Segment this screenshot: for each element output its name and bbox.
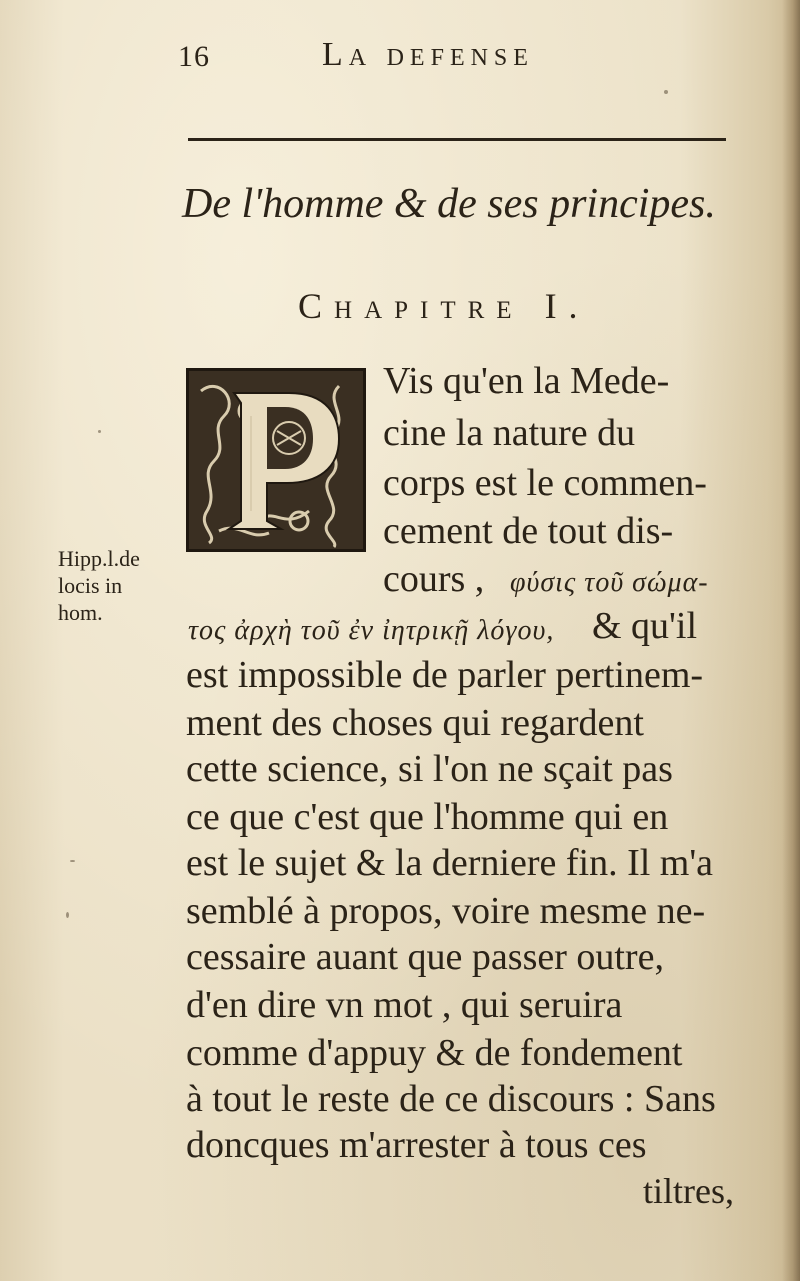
page-number: 16 — [178, 40, 210, 73]
body-line: corps est le commen- — [383, 462, 707, 504]
body-line: comme d'appuy & de fondement — [186, 1032, 683, 1074]
body-line: à tout le reste de ce discours : Sans — [186, 1078, 716, 1120]
body-line: cine la nature du — [383, 412, 636, 454]
chapter-heading: Chapitre I. — [298, 286, 590, 326]
running-head: La defense — [322, 36, 534, 73]
paper-speck — [98, 430, 101, 433]
ornamental-initial-p-icon — [186, 368, 366, 552]
body-line: cessaire auant que passer outre, — [186, 936, 664, 978]
paper-speck — [664, 90, 668, 94]
margin-note-line: Hipp.l.de — [58, 546, 140, 571]
margin-note-line: hom. — [58, 600, 103, 625]
paper-speck — [66, 912, 69, 918]
body-line: semblé à propos, voire mesme ne- — [186, 890, 706, 932]
body-line: d'en dire vn mot , qui seruira — [186, 984, 623, 1026]
body-line: ce que c'est que l'homme qui en — [186, 796, 669, 838]
margin-note — [58, 545, 183, 626]
paper-speck — [70, 860, 75, 862]
body-line: & qu'il — [592, 605, 698, 647]
body-line: cement de tout dis- — [383, 510, 674, 552]
body-line: est le sujet & la derniere fin. Il m'a — [186, 842, 714, 884]
page-edge-shadow — [782, 0, 800, 1281]
body-line: cours , — [383, 558, 485, 600]
margin-note-line: locis in — [58, 573, 123, 598]
header-rule — [188, 138, 726, 141]
section-title: De l'homme & de ses principes. — [182, 181, 716, 227]
body-line: cette science, si l'on ne sçait pas — [186, 748, 673, 790]
greek-quotation-line: φύσις τοῦ σώμα- — [510, 567, 709, 598]
body-line: Vis qu'en la Mede- — [383, 360, 670, 402]
greek-quotation-line: τος ἀρχὴ τοῦ ἐν ἰητρικῇ λόγου, — [188, 615, 555, 646]
catchword: tiltres, — [643, 1171, 734, 1211]
body-line: doncques m'arrester à tous ces — [186, 1124, 647, 1166]
body-line: est impossible de parler pertinem- — [186, 654, 704, 696]
body-line: ment des choses qui regardent — [186, 702, 644, 744]
